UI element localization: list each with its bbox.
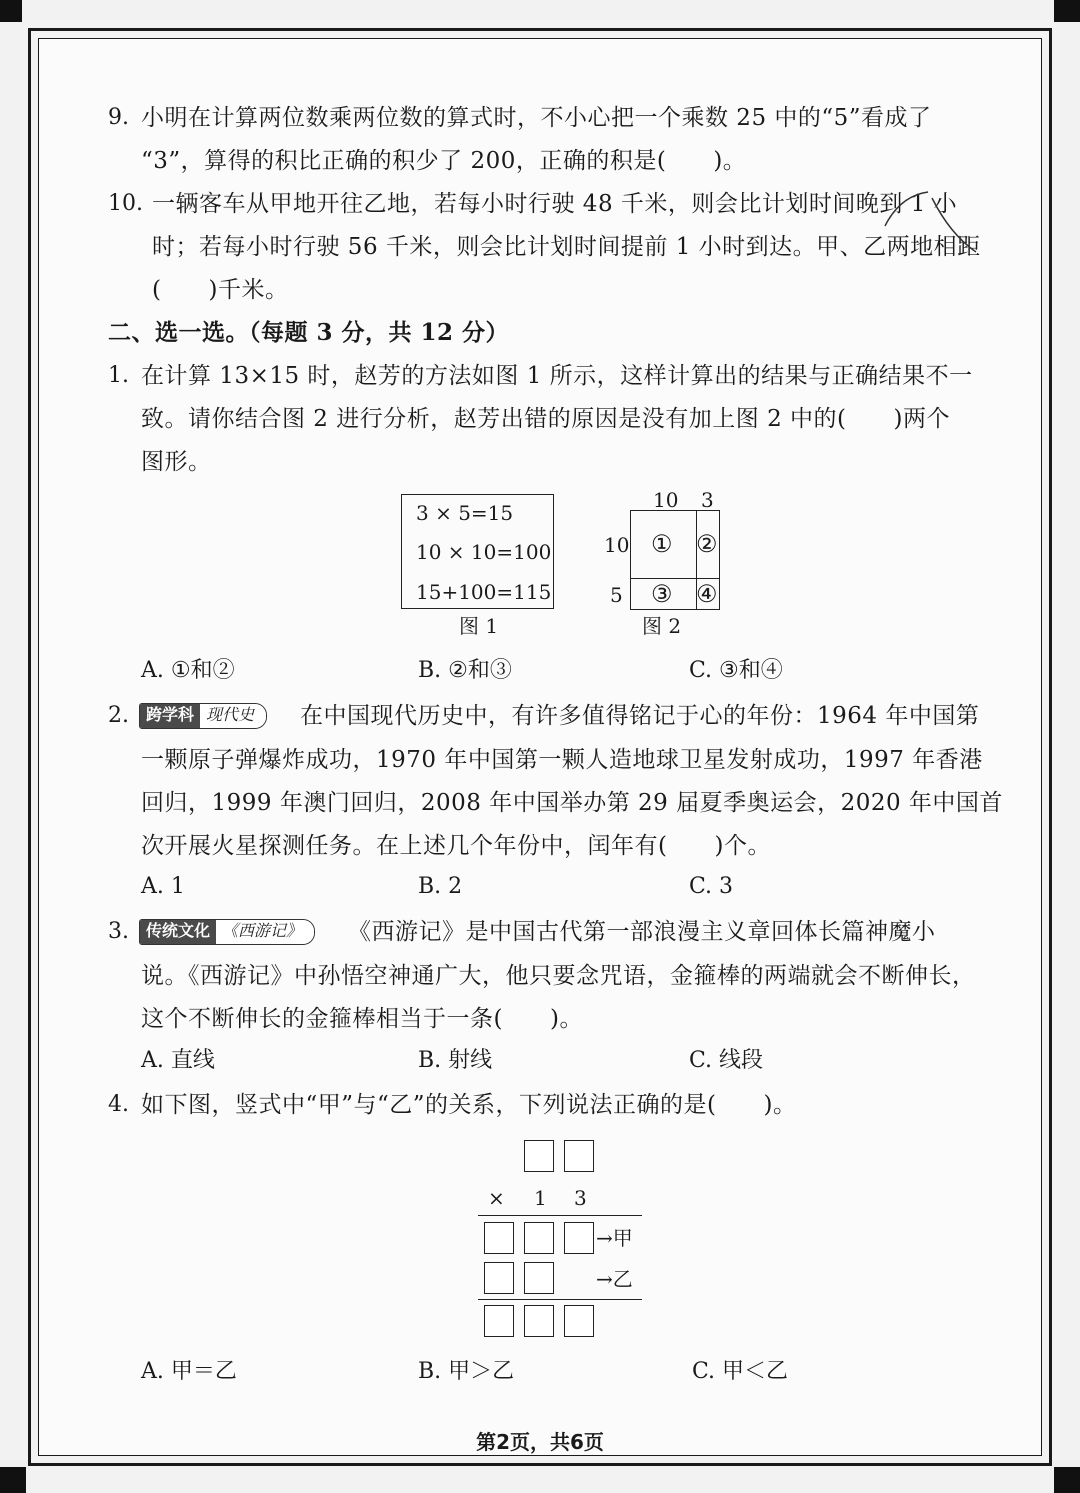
s3-line3: 这个不断伸长的金箍棒相当于一条( )。 — [141, 1006, 583, 1032]
section2-title: 二、选一选。（每题 3 分，共 12 分） — [108, 319, 510, 346]
multiplicand-box-2 — [564, 1140, 594, 1172]
figure1-box — [401, 494, 554, 609]
s1-line1: 在计算 13×15 时，赵芳的方法如图 1 所示，这样计算出的结果与正确结果不一 — [141, 363, 973, 389]
s2-badge-sub: 现代史 — [200, 704, 266, 728]
s2-option-c: C. 3 — [689, 874, 734, 899]
s1-line2: 致。请你结合图 2 进行分析，赵芳出错的原因是没有加上图 2 中的( )两个 — [141, 406, 950, 432]
product-box-2 — [524, 1305, 554, 1337]
s2-number: 2. — [108, 703, 129, 728]
s2-badge-main: 跨学科 — [140, 704, 200, 728]
q10-line1: 一辆客车从甲地开往乙地，若每小时行驶 48 千米，则会比计划时间晚到 1 小 — [152, 191, 958, 217]
figure1-row3: 15+100=115 — [416, 580, 552, 604]
partial-b-box-1 — [484, 1262, 514, 1294]
figure2-cell3: ③ — [651, 580, 673, 608]
s3-line1: 《西游记》是中国古代第一部浪漫主义章回体长篇神魔小 — [348, 919, 936, 945]
rule-line-1 — [478, 1215, 642, 1216]
s1-option-c: C. ③和④ — [689, 658, 783, 683]
s4-line1: 如下图，竖式中“甲”与“乙”的关系，下列说法正确的是( )。 — [141, 1092, 797, 1118]
s3-number: 3. — [108, 919, 129, 944]
s1-option-b: B. ②和③ — [418, 658, 512, 683]
s2-line1: 在中国现代历史中，有许多值得铭记于心的年份：1964 年中国第 — [300, 703, 980, 729]
partial-a-box-2 — [524, 1222, 554, 1254]
figure2-left-10: 10 — [604, 533, 630, 557]
s1-option-a: A. ①和② — [141, 658, 235, 683]
q10-line3: ( )千米。 — [152, 277, 289, 303]
corner-mark-tr — [1054, 0, 1080, 22]
figure1-caption: 图 1 — [459, 614, 499, 638]
figure1-row2: 10 × 10=100 — [416, 540, 552, 564]
s3-option-a: A. 直线 — [141, 1048, 215, 1073]
s3-badge-main: 传统文化 — [140, 920, 216, 944]
s3-option-c: C. 线段 — [689, 1048, 764, 1073]
q10-line2: 时；若每小时行驶 56 千米，则会比计划时间提前 1 小时到达。甲、乙两地相距 — [152, 234, 981, 260]
corner-mark-br — [1054, 1467, 1080, 1493]
s1-line3: 图形。 — [141, 449, 212, 475]
s1-number: 1. — [108, 363, 129, 388]
label-yi: →乙 — [596, 1267, 633, 1291]
figure2-cell2: ② — [696, 530, 718, 558]
multiplicand-box-1 — [524, 1140, 554, 1172]
q9-number: 9. — [108, 105, 129, 130]
s2-line2: 一颗原子弹爆炸成功，1970 年中国第一颗人造地球卫星发射成功，1997 年香港 — [141, 747, 983, 773]
s4-number: 4. — [108, 1092, 129, 1117]
figure2-cell4: ④ — [696, 580, 718, 608]
q9-line1: 小明在计算两位数乘两位数的算式时，不小心把一个乘数 25 中的“5”看成了 — [141, 105, 932, 131]
s4-option-a: A. 甲＝乙 — [141, 1359, 237, 1384]
s4-option-c: C. 甲＜乙 — [692, 1359, 789, 1384]
figure1-row1: 3 × 5=15 — [416, 501, 514, 525]
pen-mark — [880, 190, 980, 260]
s2-option-b: B. 2 — [418, 874, 463, 899]
s3-line2: 说。《西游记》中孙悟空神通广大，他只要念咒语，金箍棒的两端就会不断伸长， — [141, 963, 976, 989]
partial-a-box-1 — [484, 1222, 514, 1254]
figure2-cell1: ① — [651, 530, 673, 558]
times-sign: × — [488, 1186, 505, 1210]
product-box-3 — [564, 1305, 594, 1337]
q9-line2: “3”，算得的积比正确的积少了 200，正确的积是( )。 — [141, 148, 747, 174]
s2-badge — [139, 703, 267, 729]
multiplier-digit-3: 3 — [574, 1186, 587, 1210]
product-box-1 — [484, 1305, 514, 1337]
partial-b-box-2 — [524, 1262, 554, 1294]
page-footer: 第2页，共6页 — [476, 1430, 604, 1454]
rule-line-2 — [478, 1299, 642, 1300]
multiplier-digit-1: 1 — [534, 1186, 547, 1210]
figure2-top-10: 10 — [653, 488, 679, 512]
label-jia: →甲 — [596, 1226, 633, 1250]
s3-badge-sub: 《西游记》 — [216, 920, 314, 944]
s2-line4: 次开展火星探测任务。在上述几个年份中，闰年有( )个。 — [141, 833, 771, 859]
figure2-top-3: 3 — [701, 488, 714, 512]
s2-line3: 回归，1999 年澳门回归，2008 年中国举办第 29 届夏季奥运会，2020 年中国首 — [141, 790, 1003, 816]
s4-option-b: B. 甲＞乙 — [418, 1359, 515, 1384]
s3-badge — [139, 919, 315, 945]
figure2-caption: 图 2 — [642, 614, 682, 638]
figure2-left-5: 5 — [610, 583, 623, 607]
figure2-hline — [630, 578, 720, 579]
corner-mark-tl — [0, 0, 22, 22]
s3-option-b: B. 射线 — [418, 1048, 493, 1073]
partial-a-box-3 — [564, 1222, 594, 1254]
s2-option-a: A. 1 — [141, 874, 185, 899]
q10-number: 10. — [108, 191, 143, 216]
corner-mark-bl — [0, 1467, 26, 1493]
